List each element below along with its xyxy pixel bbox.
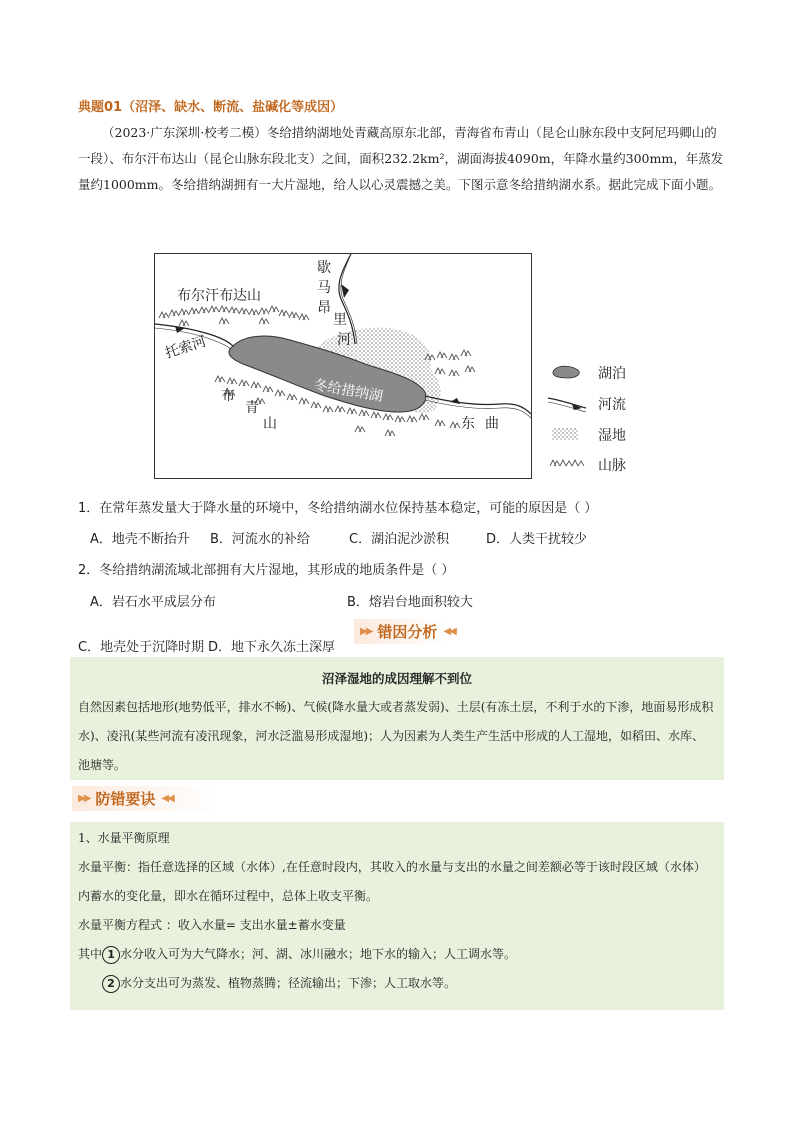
label-south-range-2: 青 [245,400,259,416]
error-analysis-heading [354,619,461,644]
legend-lake-label: 湖泊 [598,366,626,382]
label-west-river: 托索河 [163,333,209,362]
question-1-stem: 1．在常年蒸发量大于降水量的环境中，冬给措纳湖水位保持基本稳定，可能的原因是（ ） [78,501,598,516]
prevention-line-4-text: 水分收入可为大气降水；河、湖、冰川融水；地下水的输入；人工调水等。 [120,947,517,961]
legend-svg [546,360,656,480]
prevention-line-5-text: 水分支出可为蒸发、植物蒸腾；径流输出；下渗；人工取水等。 [120,976,457,990]
map-legend [546,360,656,480]
question-1-option-d[interactable]: D．人类干扰较少 [486,532,588,547]
legend-wetland-icon [552,428,578,440]
label-north-river-4: 里 [333,312,347,328]
error-analysis-box-title: 沼泽湿地的成因理解不到位 [321,671,472,686]
prevention-title: 防错要诀 [95,790,156,808]
label-north-river-2: 马 [317,280,331,296]
prevention-line-4 [78,940,716,969]
legend-wetland-label: 湿地 [598,428,626,444]
arrow-right-icon: ▶▶ [360,626,372,637]
east-river [425,396,531,414]
prevention-line-5 [78,969,716,998]
arrow-left-icon: ◀◀ [443,626,455,637]
error-analysis-text: 自然因素包括地形(地势低平，排水不畅)、气候(降水量大或者蒸发弱)、土层(有冻土层，不利于水的下渗，地面易形成积水)、凌汛(某些河流有凌汛现象，河水泛滥易形成湿地)；人为因素为人类生产生活中形成的人工湿地，如稻田、水库、池塘等。 [78,700,714,772]
legend-lake-icon [553,366,579,378]
circle-number-1: 1 [102,946,120,964]
prevention-text-block [70,822,724,998]
prevention-heading [72,786,244,811]
error-analysis-text-block [70,693,724,780]
error-analysis-box [70,657,724,780]
arrow-left-icon: ◀◀ [161,793,173,804]
problem-title: 典题01（沼泽、缺水、断流、盐碱化等成因） [78,100,344,115]
legend-mountain-icon [550,460,584,466]
prevention-line-2: 水量平衡：指任意选择的区域（水体）,在任意时段内，其收入的水量与支出的水量之间差额必等于该时段区域（水体）内蓄水的变化量，即水在循环过程中，总体上收支平衡。 [78,860,706,903]
label-north-range: 布尔汗布达山 [177,288,261,304]
question-2-option-a[interactable]: A．岩石水平成层分布 [90,595,216,610]
label-north-river-3: 昂 [317,300,331,316]
question-2-option-d[interactable]: D．地下永久冻土深厚 [208,640,336,655]
question-1-option-c[interactable]: C．湖泊泥沙淤积 [349,532,450,547]
prevention-box [70,822,724,1010]
label-south-range-3: 山 [263,416,277,432]
question-2-option-b[interactable]: B．熔岩台地面积较大 [347,595,473,610]
north-mountains [159,306,309,326]
prevention-line-3: 水量平衡方程式 ：收入水量= 支出水量±蓄水变量 [78,918,346,932]
label-north-river-1: 歇 [317,260,331,276]
north-river [339,254,355,344]
map-figure [154,253,532,479]
label-lake: 冬给措纳湖 [312,377,385,406]
prevention-line-1: 1、水量平衡原理 [78,831,170,845]
label-north-river-5: 河 [337,332,351,348]
question-2-stem: 2．冬给措纳湖流域北部拥有大片湿地，其形成的地质条件是（ ） [78,563,455,578]
label-south-range-1: 布 [221,388,235,404]
label-east-river-1: 东 [461,416,475,432]
intro-paragraph [78,120,724,198]
map-svg [155,254,531,478]
intro-text: （2023·广东深圳·校考二模）冬给措纳湖地处青藏高原东北部，青海省布青山（昆仑山脉东段中支阿尼玛卿山的一段）、布尔汗布达山（昆仑山脉东段北支）之间，面积232.2km²，湖面海拔4090m，年降水量约300mm，年蒸发量约1000mm。冬给措纳湖拥有一大片湿地，给人以心灵震撼之美。下图示意冬给措纳湖水系。据此完成下面小题。 [78,125,724,192]
question-1-option-b[interactable]: B．河流水的补给 [210,532,310,547]
legend-mountain-label: 山脉 [598,458,626,474]
question-2-option-c[interactable]: C．地壳处于沉降时期 [78,640,205,655]
circle-number-2: 2 [102,975,120,993]
arrow-right-icon: ▶▶ [78,793,90,804]
question-1-option-a[interactable]: A．地壳不断抬升 [90,532,190,547]
error-analysis-title: 错因分析 [377,623,438,641]
prevention-line-4-prefix: 其中 [78,947,103,961]
legend-river-label: 河流 [598,397,626,413]
label-east-river-2: 曲 [485,416,499,432]
